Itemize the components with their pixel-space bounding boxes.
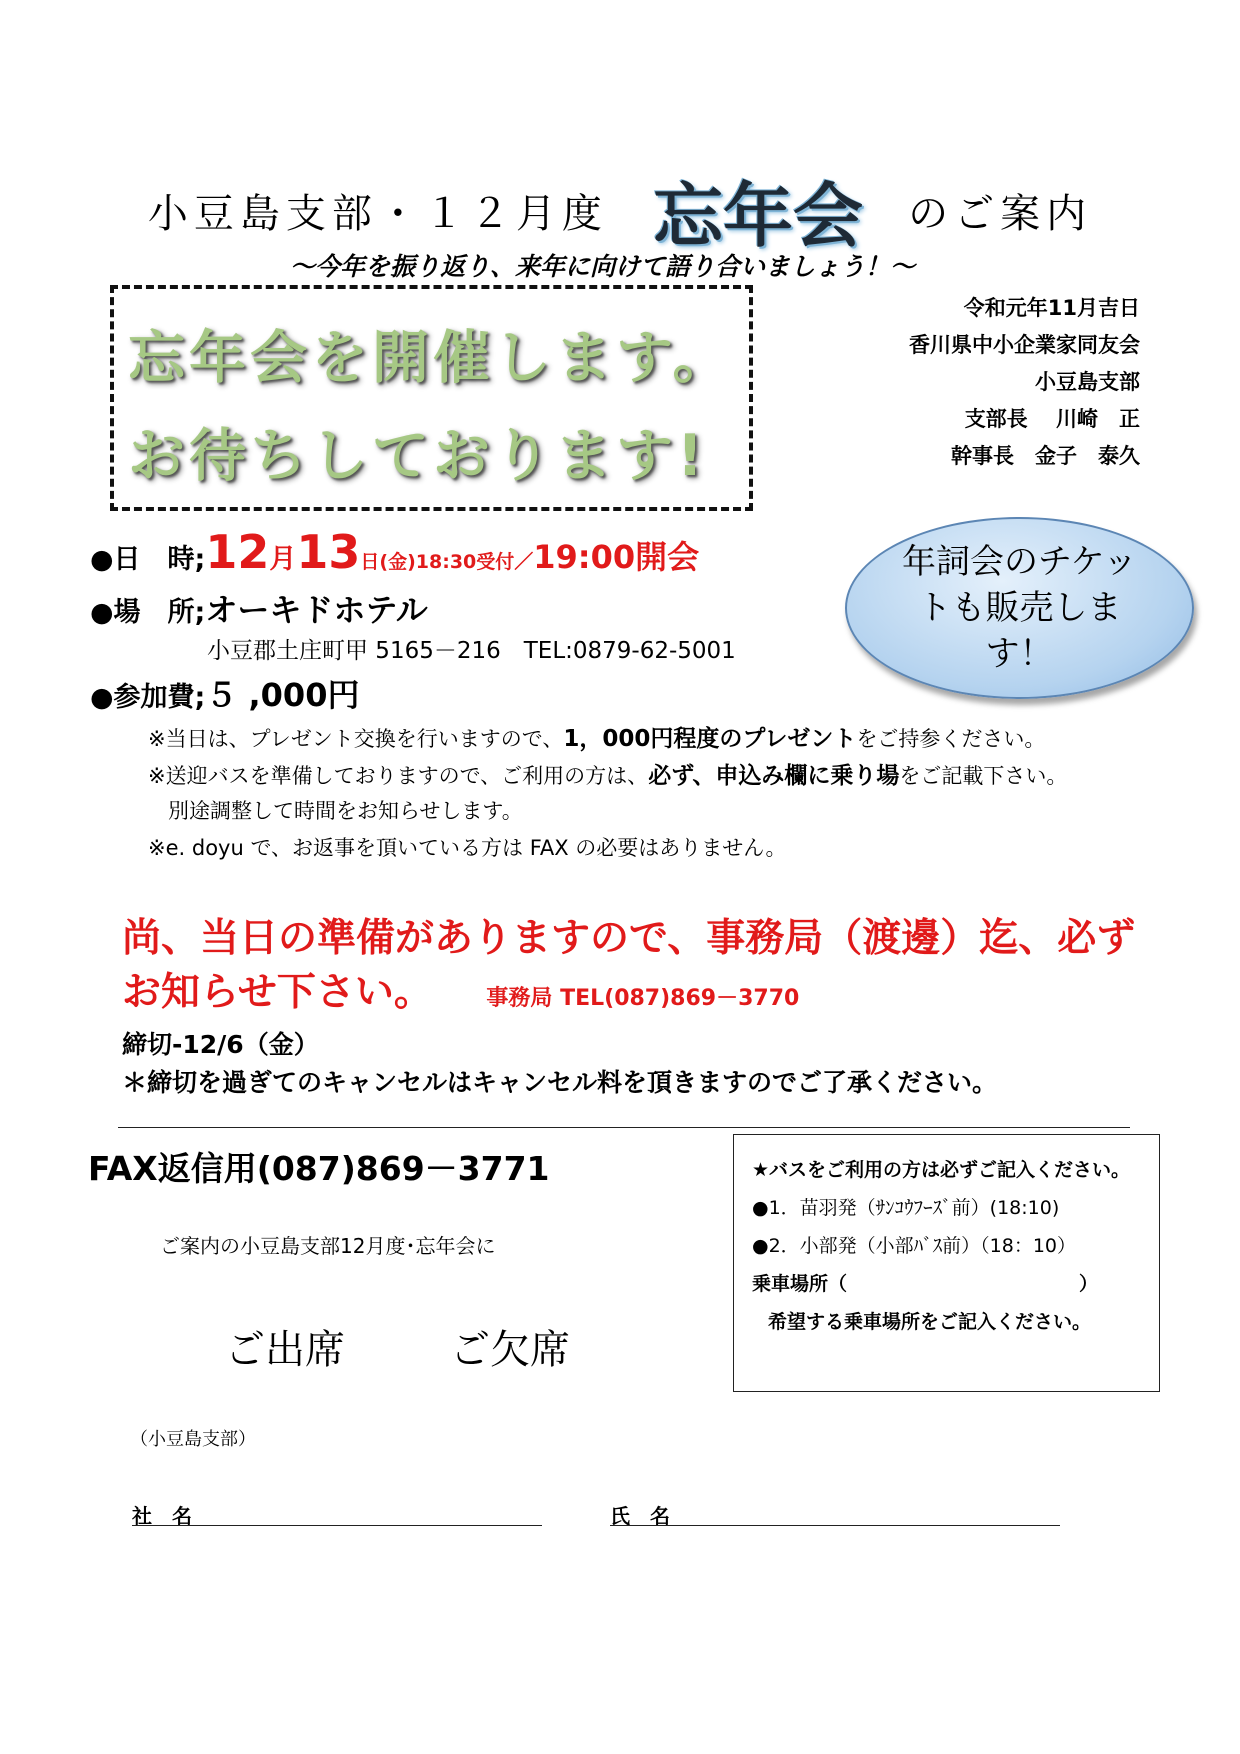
attend-option[interactable]: ご出席 (225, 1327, 345, 1373)
greeting-line-1: 忘年会を開催します。 (128, 325, 734, 391)
fee-amount: ５ ,000円 (205, 676, 360, 714)
event-month-unit: 月 (269, 544, 297, 575)
note-bus-c: をご記載下さい。 (899, 764, 1068, 788)
note-bus-a: ※送迎バスを準備しておりますので、ご利用の方は、 (148, 764, 649, 788)
company-label: 社 名 (132, 1504, 192, 1528)
issuer-block (909, 290, 1140, 475)
note-schedule: 別途調整して時間をお知らせします。 (168, 799, 523, 823)
event-fee (90, 670, 359, 716)
event-month: 12 (205, 525, 270, 579)
issuer-head: 支部長 川崎 正 (964, 407, 1140, 431)
event-reception: 18:30受付／ (415, 551, 534, 573)
event-day: 13 (296, 525, 361, 579)
place-name: オーキドホテル (205, 591, 428, 629)
note-present-c: をご持参ください。 (856, 727, 1046, 751)
bus-stop-1: ●1．苗羽発（ｻﾝｺｳﾌｰｽﾞ前）(18:10) (752, 1197, 1060, 1219)
issuer-org: 香川県中小企業家同友会 (909, 333, 1140, 357)
ticket-bubble (845, 517, 1194, 699)
fax-title: FAX返信用(087)869－3771 (88, 1149, 550, 1188)
event-place (90, 585, 428, 631)
greeting-line-2: お待ちしております! (128, 423, 707, 489)
company-field[interactable] (132, 1525, 542, 1526)
event-weekday: (金) (379, 551, 416, 573)
fax-branch: （小豆島支部） (130, 1429, 256, 1450)
cancel-note: ＊締切を過ぎてのキャンセルはキャンセル料を頂きますのでご了承ください。 (122, 1068, 998, 1097)
deadline: 締切-12/6（金） (122, 1030, 319, 1059)
issuer-branch: 小豆島支部 (1035, 370, 1140, 394)
event-datetime (90, 525, 699, 579)
divider (118, 1127, 1130, 1128)
title-main: 忘年会 (653, 175, 863, 257)
subtitle: ～今年を振り返り、来年に向けて語り合いましょう！～ (290, 252, 916, 281)
bus-stop-2: ●2．小部発（小部ﾊﾞｽ前）（18：10） (752, 1235, 1077, 1257)
page-title (0, 160, 1240, 257)
event-day-unit: 日 (360, 551, 380, 573)
name-field[interactable] (610, 1525, 1060, 1526)
boarding-note: 希望する乗車場所をご記入ください。 (768, 1311, 1092, 1333)
urgent-text: 尚、当日の準備がありますので、事務局（渡邊）迄、必ずお知らせ下さい。 (122, 916, 1136, 1015)
fee-label: ●参加費; (90, 682, 206, 713)
note-present (148, 720, 1045, 753)
note-bus-b: 必ず、申込み欄に乗り場 (648, 763, 900, 789)
boarding-close: ） (1079, 1273, 1099, 1295)
office-tel: 事務局 TEL(087)869－3770 (486, 986, 800, 1011)
bus-box (733, 1134, 1160, 1392)
fax-prompt: ご案内の小豆島支部12月度･忘年会に (160, 1234, 496, 1258)
issue-date: 令和元年11月吉日 (963, 296, 1140, 320)
title-prefix: 小豆島支部・１２月度 (147, 191, 608, 237)
boarding-label: 乗車場所（ (752, 1273, 848, 1295)
name-label: 氏 名 (610, 1504, 670, 1528)
ticket-bubble-text: 年詞会のチケットも販売します！ (902, 542, 1137, 674)
urgent-notice (122, 912, 1172, 1026)
note-present-b: 1，000円程度のプレゼント (563, 726, 857, 752)
note-present-a: ※当日は、プレゼント交換を行いますので、 (148, 727, 564, 751)
issuer-secretary: 幹事長 金子 泰久 (951, 444, 1140, 468)
datetime-label: ●日 時; (90, 544, 206, 575)
note-edoyu: ※e. doyu で、お返事を頂いている方は FAX の必要はありません。 (148, 836, 787, 860)
bus-heading: ★バスをご利用の方は必ずご記入ください。 (752, 1159, 1131, 1181)
place-label: ●場 所; (90, 597, 206, 628)
note-bus (148, 757, 1067, 790)
absent-option[interactable]: ご欠席 (450, 1327, 570, 1373)
event-start: 19:00開会 (533, 538, 700, 576)
place-address: 小豆郡土庄町甲 5165－216 TEL:0879-62-5001 (207, 638, 736, 664)
title-suffix: のご案内 (908, 191, 1093, 237)
